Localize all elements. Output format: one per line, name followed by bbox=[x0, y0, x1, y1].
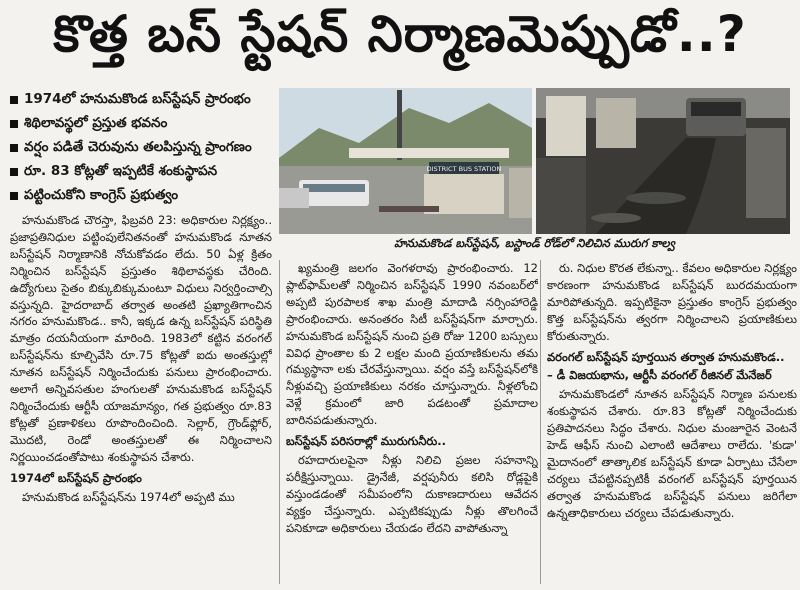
photo-caption: హనుమకొండ బస్‌స్టేషన్, బస్టాండ్ రోడ్‌లో నిలిచిన మురుగ కాల్వ bbox=[394, 236, 675, 250]
subheading: వరంగల్ బస్‌స్టేషన్ పూర్తయిన తర్వాత హనుమకొండ.. bbox=[547, 349, 785, 364]
bullet-square-icon bbox=[10, 144, 18, 152]
quote-attribution: – డీ విజయభాను, ఆర్టీసీ వరంగల్ రీజినల్ మేనేజర్ bbox=[547, 368, 772, 383]
article-column-2 bbox=[279, 260, 538, 584]
photo-strip bbox=[279, 88, 790, 234]
bus-station-photo bbox=[279, 88, 532, 234]
bullet-square-icon bbox=[10, 96, 18, 104]
highlight-item bbox=[10, 136, 272, 160]
paragraph: హనుమకొండ బస్‌స్టేషన్‌ను 1974లో అప్పటి ము bbox=[22, 489, 235, 504]
bullet-square-icon bbox=[10, 192, 18, 200]
station-signboard: DISTRICT BUS STATION bbox=[426, 165, 502, 173]
highlight-item bbox=[10, 88, 272, 112]
drain-illustration bbox=[536, 88, 790, 234]
highlight-text: 1974లో హనుమకొండ బస్‌స్టేషన్ ప్రారంభం bbox=[24, 90, 251, 107]
highlight-item bbox=[10, 160, 272, 184]
bus-station-illustration bbox=[279, 88, 532, 234]
paragraph: రహదారులపైనా నీళ్లు నిలిచి ప్రజల సహనాన్ని పరీక్షిస్తున్నాయి. డ్రైనేజీ, వర్షపునీరు కలిసి రోడ్లపైకి వస్తుండడంతో సమీపంలోని దుకాణదారులు ఆవేదన వ్యక్తం చేస్తున్నారు. ఎప్పటికప్పుడు నీళ్లు తొలగించే పనికూడా అధికారులు చేయడం లేదని వాపోతున్నా bbox=[286, 452, 538, 535]
highlight-text: రూ. 83 కోట్లతో ఇప్పటికే శంకుస్థాపన bbox=[24, 162, 218, 179]
highlight-text: వర్షం పడితే చెరువును తలపిస్తున్న ప్రాంగణం bbox=[24, 138, 252, 155]
article-column-3 bbox=[540, 260, 797, 584]
subheading: 1974లో బస్‌స్టేషన్ ప్రారంభం bbox=[10, 470, 142, 485]
paragraph: హనుమకొండ చౌరస్తా, ఫిబ్రవరి 23: అధికారుల నిర్లక్ష్యం.. ప్రజాప్రతినిధుల పట్టింపులేనితనంతో హనుమకొండ నూతన బస్‌స్టేషన్ నిర్మాణానికి నోచుకోవడం లేదు. 50 ఏళ్ల క్రితం నిర్మించిన బస్‌స్టేషన్ ప్రస్తుతం శిథిలావస్థకు చేరింది. ఉద్యోగులు సైతం బిక్కుబిక్కుమంటూ విధులు నిర్వర్తించాల్సి వస్తున్నది. హైదరాబాద్ తర్వాత అంతటి ప్రఖ్యాతిగాంచిన నగరం హనుమకొండ.. కానీ, ఇక్కడ ఉన్న బస్‌స్టేషన్ పరిస్థితి మాత్రం దయనీయంగా మారింది. 1983లో కట్టిన వరంగల్ బస్‌స్టేషన్‌ను కూల్చివేసి రూ.75 కోట్లతో ఐదు అంతస్తుల్లో నూతన బస్‌స్టేషన్ నిర్మించేందుకు పనులు ప్రారంభించారు. అలాగే అన్నివసతుల హంగులతో హనుమకొండ బస్‌స్టేషన్ నిర్మించేందుకు ఆర్టీసీ యాజమాన్యం, గత ప్రభుత్వం రూ.83 కోట్లతో ప్రణాళికలు రూపొందించింది. సెల్లార్, గ్రౌండ్‌ఫ్లోర్, మొదటి, రెండో అంతస్తులతో ఈ నిర్మించాలని నిర్ణయించడంతోపాటు శంకుస్థాపన చేశారు. bbox=[10, 213, 272, 464]
headline: కొత్త బస్ స్టేషన్ నిర్మాణమెప్పుడో..? bbox=[53, 4, 747, 63]
highlight-item bbox=[10, 184, 272, 208]
paragraph: రు. నిధుల కొరత లేకున్నా.. కేవలం అధికారుల నిర్లక్ష్యం కారణంగా హనుమకొండ బస్‌స్టేషన్ బురదమయంగా మారిపోతున్నది. ఇప్పటికైనా ప్రస్తుతం కాంగ్రెస్ ప్రభుత్వం కొత్త బస్‌స్టేషన్‌ను త్వరగా నిర్మించాలని ప్రయాణికులు కోరుతున్నారు. bbox=[547, 261, 797, 343]
article-column-1 bbox=[10, 212, 272, 584]
highlight-item bbox=[10, 112, 272, 136]
drain-photo bbox=[536, 88, 790, 234]
bullet-square-icon bbox=[10, 120, 18, 128]
bullet-square-icon bbox=[10, 168, 18, 176]
highlight-text: పట్టించుకోని కాంగ్రెస్ ప్రభుత్వం bbox=[24, 186, 179, 203]
paragraph: ఖ్యమంత్రి జలగం వెంగళరావు ప్రారంభించారు. 12 ప్లాట్‌ఫామ్‌లతో నిర్మించిన బస్‌స్టేషన్ 1990 నవంబర్‌లో అప్పటి పురపాలక శాఖ మంత్రి మాదాడి నర్సింహారెడ్డి ప్రారంభించారు. అనంతరం సిటీ బస్‌స్టేషన్‌గా మార్చారు. హనుమకొండ బస్‌స్టేషన్ నుంచి ప్రతి రోజు 1200 బస్సులు వివిధ ప్రాంతాల కు 2 లక్షల మంది ప్రయాణికులను తమ గమ్యస్థానా లకు చేరవేస్తున్నాయి. వర్షం వస్తే బస్‌స్టేషన్‌లోకి నీళ్లువచ్చి ప్రయాణికులు నరకం చూస్తున్నారు. నీళ్లలోంచి వెళ్లే క్రమంలో జారి పడటంతో ప్రమాదాల బారినపడుతున్నారు. bbox=[286, 261, 538, 428]
paragraph: హనుమకొండలో నూతన బస్‌స్టేషన్ నిర్మాణ పనులకు శంకుస్థాపన చేశారు. రూ.83 కోట్లతో నిర్మించేందుకు ప్రతిపాదనలు సిద్ధం చేశారు. నిధుల మంజూరైన వెంటనే హెడ్ ఆఫీస్ నుంచి ఎలాంటి ఆదేశాలు రాలేదు. 'కుడా' మైదానంలో తాత్కాలిక బస్‌స్టేషన్ కూడా ఏర్పాటు చేసేలా చర్యలు చేపట్టినప్పటికీ వరంగల్ బస్‌స్టేషన్ పూర్తయిన తర్వాత హనుమకొండ బస్‌స్టేషన్ పనులు జరిగేలా ఉన్నతాధికారులు చర్యలు చేపడుతున్నారు. bbox=[547, 387, 797, 520]
subheading: బస్‌స్టేషన్ పరిసరాల్లో మురుగునీరు.. bbox=[286, 434, 446, 449]
highlights-list bbox=[10, 88, 272, 208]
highlight-text: శిథిలావస్థలో ప్రస్తుత భవనం bbox=[24, 114, 168, 131]
